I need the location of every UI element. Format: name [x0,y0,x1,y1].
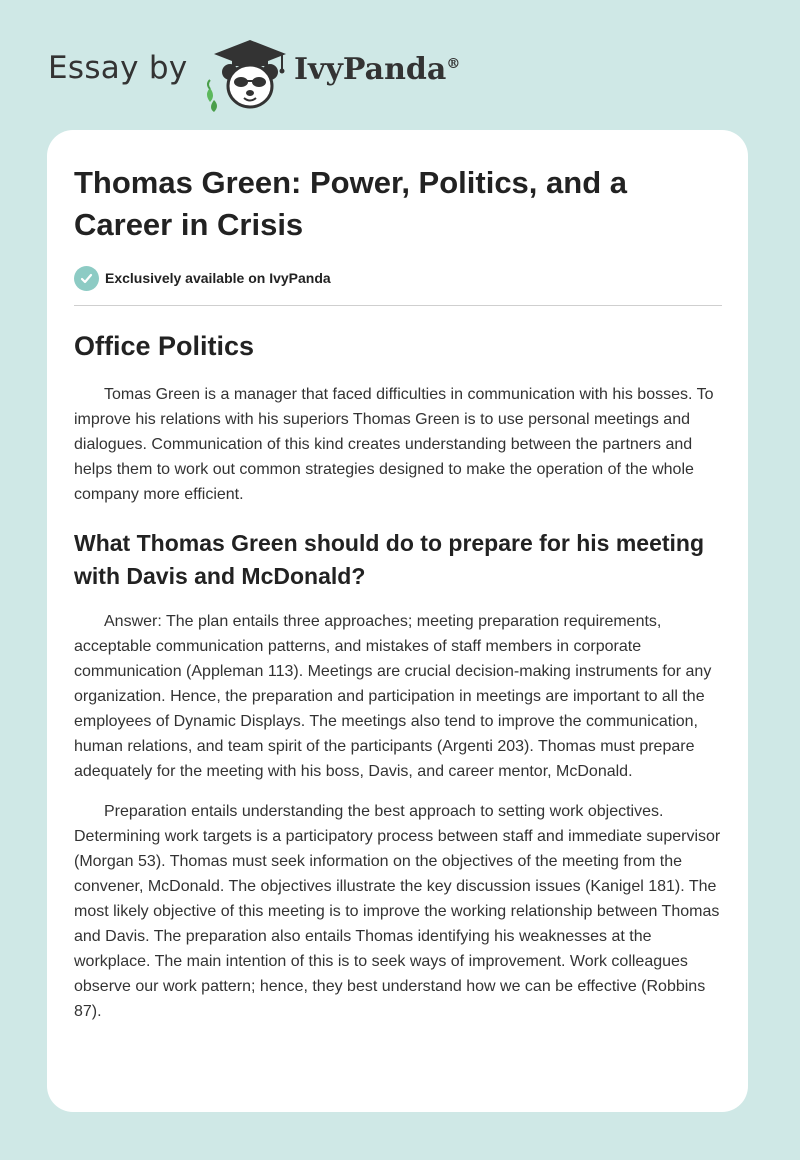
ivypanda-brand[interactable] [294,52,460,87]
section-heading-office-politics: Office Politics [74,331,255,361]
exclusive-badge [74,264,724,292]
exclusive-text: Exclusively available on IvyPanda [105,270,331,286]
brand-name: IvyPanda [294,52,447,87]
essay-by-label: Essay by [48,50,188,86]
registered-mark: ® [446,56,461,72]
title-divider [74,305,722,306]
section1-paragraph-1: Tomas Green is a manager that faced difficulties in communication with his bosses. To improve his relations with his superiors Thomas Green is to use personal meetings and dialogues. Communication of this kind creates understanding between the partners and helps them to work out common strategies designed to make the operation of the whole company more efficient. [74,386,714,503]
essay-card [47,130,748,1112]
section2-paragraph-1: Answer: The plan entails three approaches; meeting preparation requirements, acceptable communication patterns, and mistakes of staff members in corporate communication (Appleman 113). Meetings are crucial decision-making instruments for any organization. Hence, the preparation and participation in meetings are important to all the employees of Dynamic Displays. The meetings also tend to improve the communication, human relations, and team spirit of the participants (Argenti 203). Thomas must prepare adequately for the meeting with his boss, Davis, and career mentor, McDonald. [74,613,712,780]
section2-paragraph-2: Preparation entails understanding the best approach to setting work objectives. Determining work targets is a participatory process between staff and immediate supervisor (Morgan 53). Thomas must seek information on the objectives of the meeting from the convener, McDonald. The objectives illustrate the key discussion issues (Kanigel 181). The most likely objective of this meeting is to improve the working relationship between Thomas and Davis. The preparation also entails Thomas identifying his weaknesses at the workplace. The main intention of this is to seek ways of improvement. Work colleagues observe our work pattern; hence, they best understand how we can be effective (Robbins 87). [74,803,721,1020]
section-heading-preparation: What Thomas Green should do to prepare for his meeting with Davis and McDonald? [74,530,705,589]
check-badge-icon [74,266,99,291]
essay-content [74,162,724,1039]
site-header [48,32,508,112]
panda-graduate-logo-icon[interactable] [202,34,292,112]
essay-title: Thomas Green: Power, Politics, and a Career in Crisis [74,165,627,242]
